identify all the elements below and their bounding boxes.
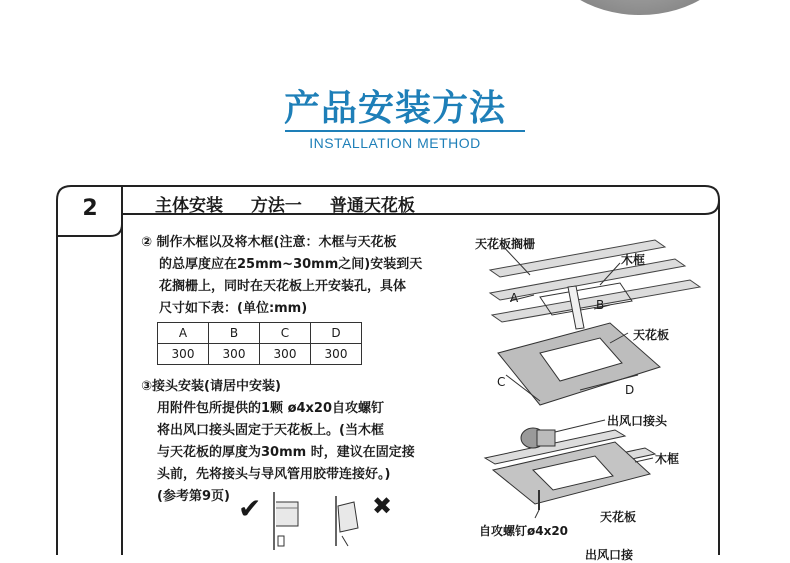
step3-title: ③接头安装(请居中安装): [141, 379, 281, 394]
table-header-cell: C: [260, 323, 311, 344]
wrong-cross-icon: ✖: [372, 492, 393, 520]
step3-line: 头前，先将接头与导风管用胶带连接好。): [157, 467, 391, 482]
label-frame-2: 木框: [655, 452, 680, 466]
step3-line: 用附件包所提供的1颗 ø4x20自攻螺钉: [157, 401, 385, 416]
label-frame: 木框: [621, 253, 646, 267]
label-dim-c: C: [497, 375, 506, 389]
label-ceiling-2: 天花板: [600, 510, 637, 524]
header-main: 主体安装: [155, 196, 223, 216]
page-title: 产品安装方法: [283, 88, 506, 129]
table-cell: 300: [209, 344, 260, 365]
step2-line: 花搁栅上，同时在天花板上开安装孔，具体: [159, 279, 407, 294]
header-ceiling-type: 普通天花板: [329, 196, 415, 216]
label-dim-a: A: [510, 291, 519, 305]
dimension-table: [157, 322, 362, 365]
step3-line: (参考第9页): [157, 489, 230, 504]
step3-line: 将出风口接头固定于天花板上。(当木框: [157, 423, 384, 438]
correct-check-icon: ✔: [238, 492, 262, 525]
outlet-install-diagram: [475, 418, 675, 528]
table-header-cell: A: [158, 323, 209, 344]
label-ceiling: 天花板: [633, 328, 670, 342]
step2-line: 尺寸如下表：(单位:mm): [159, 301, 308, 316]
frame-install-diagram: [470, 235, 710, 410]
label-dim-b: B: [596, 298, 605, 312]
table-cell: 300: [260, 344, 311, 365]
step2-instructions: [141, 232, 422, 320]
step2-line: 的总厚度应在25mm~30mm之间)安装到天: [159, 257, 423, 272]
table-header-cell: D: [311, 323, 362, 344]
table-cell: 300: [311, 344, 362, 365]
table-cell: 300: [158, 344, 209, 365]
label-dim-d: D: [625, 383, 635, 397]
page-subtitle: INSTALLATION METHOD: [309, 135, 481, 151]
step3-line: 与天花板的厚度为30mm 时，建议在固定接: [157, 445, 415, 460]
table-row: [158, 344, 362, 365]
table-header-cell: B: [209, 323, 260, 344]
label-outlet-partial: 出风口接: [585, 548, 634, 562]
section-header: [155, 191, 437, 216]
label-joist: 天花板搁栅: [475, 237, 536, 251]
label-screw: 自攻螺钉ø4x20: [479, 524, 569, 538]
wrong-example: [336, 496, 358, 546]
correct-example: [274, 492, 298, 550]
header-method: 方法一: [250, 196, 302, 216]
step2-line: ② 制作木框以及将木框(注意：木框与天花板: [141, 235, 397, 250]
table-header-row: [158, 323, 362, 344]
label-outlet: 出风口接头: [607, 414, 668, 428]
step-number: 2: [82, 196, 98, 221]
